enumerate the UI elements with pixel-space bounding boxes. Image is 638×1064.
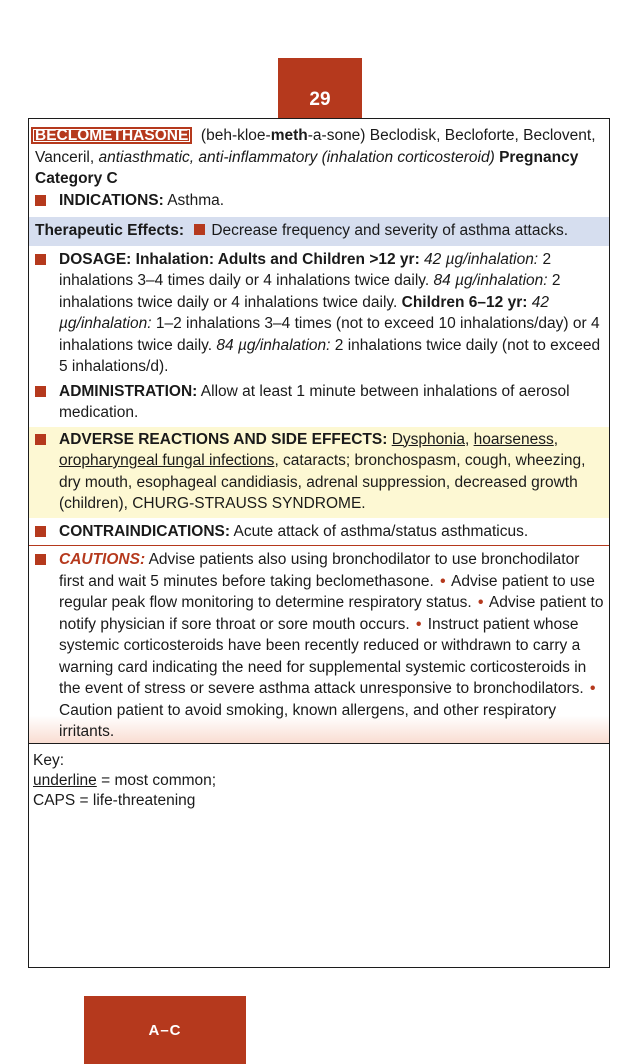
page-number: 29 [309, 89, 331, 110]
brands-1: Beclodisk, [369, 127, 441, 144]
dosage [29, 246, 609, 381]
adverse-severe: CHURG-STRAUSS SYNDROME. [132, 495, 366, 512]
key-title: Key: [33, 751, 65, 769]
bullet-dot-icon: • [477, 594, 484, 611]
cautions-label: CAUTIONS: [59, 551, 146, 568]
drug-header [29, 119, 609, 213]
bullet-square-icon [35, 254, 46, 265]
dosage-label: DOSAGE: [59, 250, 132, 268]
dosage-route: Inhalation: Adults and Children [135, 250, 365, 268]
key-underline-meaning: = most common; [96, 771, 217, 789]
dosage-strength-3: 42 µg/inhalation: [59, 293, 549, 332]
bullet-dot-icon: • [440, 572, 446, 590]
contraindications [29, 518, 609, 546]
caution-item: Advise patients also using bronchodilator to use bronchodilator first and wait 5 minutes before taking beclomethasone. [59, 551, 580, 590]
administration-label: ADMINISTRATION: [59, 382, 198, 400]
bullet-dot-icon: • [590, 680, 596, 697]
section-tab-label: A–C [148, 1021, 182, 1039]
indications-text: Asthma. [167, 191, 225, 209]
adverse-common-1: Dysphonia [391, 430, 465, 448]
therapeutic-effects [29, 217, 609, 246]
bullet-square-icon [35, 434, 46, 445]
therapeutic-label: Therapeutic Effects: [35, 222, 185, 239]
bullet-square-icon [35, 195, 46, 206]
contraindications-label: CONTRAINDICATIONS: [59, 522, 231, 540]
bullet-square-icon [35, 526, 46, 537]
caution-item: Advise patient to use regular peak flow monitoring to determine respiratory status. [59, 572, 595, 611]
contraindications-text: Acute attack of asthma/status asthmaticus. [233, 522, 529, 540]
therapeutic-text: Decrease frequency and severity of asthma attacks. [211, 222, 569, 239]
dosage-strength-4: 84 µg/inhalation: [216, 336, 331, 354]
indications [35, 190, 605, 212]
pregnancy-category: Pregnancy Category C [35, 148, 579, 187]
adverse-common-2: hoarseness [473, 430, 554, 448]
caution-item: Instruct patient whose systemic corticosteroids have been recently reduced or withdrawn to carry a warning card indicating the need for supplemental systemic corticosteroids in the event of stress or severe asthma attack unresponsive to bronchodilators. [59, 615, 587, 697]
key-caps-line: CAPS = life-threatening [33, 791, 196, 809]
drug-class: antiasthmatic, anti-inflammatory (inhalation corticosteroid) [98, 148, 495, 166]
pron-stress: meth [270, 127, 308, 144]
dosage-strength-1: 42 µg/inhalation: [424, 250, 539, 268]
administration [29, 381, 609, 427]
dosage-age-2: Children 6–12 yr: [401, 293, 528, 311]
brands-2: Becloforte, Beclovent, Vanceril, [35, 127, 596, 166]
bullet-square-icon [35, 554, 46, 565]
page-number-tab [278, 58, 362, 118]
drug-card [28, 118, 610, 968]
section-tab [84, 996, 246, 1064]
administration-text: Allow at least 1 minute between inhalations of aerosol medication. [59, 382, 570, 421]
bullet-dot-icon: • [415, 615, 422, 633]
bullet-square-icon [35, 386, 46, 397]
indications-label: INDICATIONS: [59, 191, 164, 209]
pron-pre: (beh-kloe- [200, 127, 271, 144]
dosage-text-1: 2 inhalations 3–4 times daily or 4 inhalations twice daily. [59, 250, 552, 289]
adverse-label: ADVERSE REACTIONS AND SIDE EFFECTS: [59, 430, 388, 448]
key-underline-word: underline [33, 771, 97, 789]
dosage-strength-2: 84 µg/inhalation: [433, 272, 548, 289]
adverse-reactions: ADVERSE REACTIONS AND SIDE EFFECTS: Dysphonia, hoarseness, oropharyngeal fungal infections, cataracts; bronchospasm, cough, wheezing, dry mouth, esophageal candidiasis, adrenal suppression, decreased growth (children), CHURG-STRAUSS SYNDROME. [29, 427, 609, 518]
cautions [29, 545, 609, 743]
caution-item: Advise patient to notify physician if sore throat or sore mouth occurs. [59, 594, 604, 633]
legend-key [29, 743, 609, 817]
pron-post: -a-sone) [307, 127, 366, 144]
dosage-text-3: 1–2 inhalations 3–4 times (not to exceed 10 inhalations/day) or 4 inhalations twice daily. [59, 315, 600, 354]
adverse-rest: , cataracts; bronchospasm, cough, wheezing, dry mouth, esophageal candidiasis, adrenal suppression, decreased growth (children), [59, 452, 586, 512]
adverse-common-3: oropharyngeal fungal infections [59, 452, 275, 469]
dosage-text-2: 2 inhalations twice daily or 4 inhalations twice daily. [59, 272, 561, 311]
bullet-square-icon [194, 224, 205, 235]
dosage-text-4: 2 inhalations twice daily (not to exceed 5 inhalations/d). [59, 336, 601, 375]
drug-name: BECLOMETHASONE [31, 127, 192, 144]
caution-item: Caution patient to avoid smoking, known allergens, and other respiratory irritants. [59, 701, 557, 740]
dosage-age-1: >12 yr: [369, 250, 420, 268]
